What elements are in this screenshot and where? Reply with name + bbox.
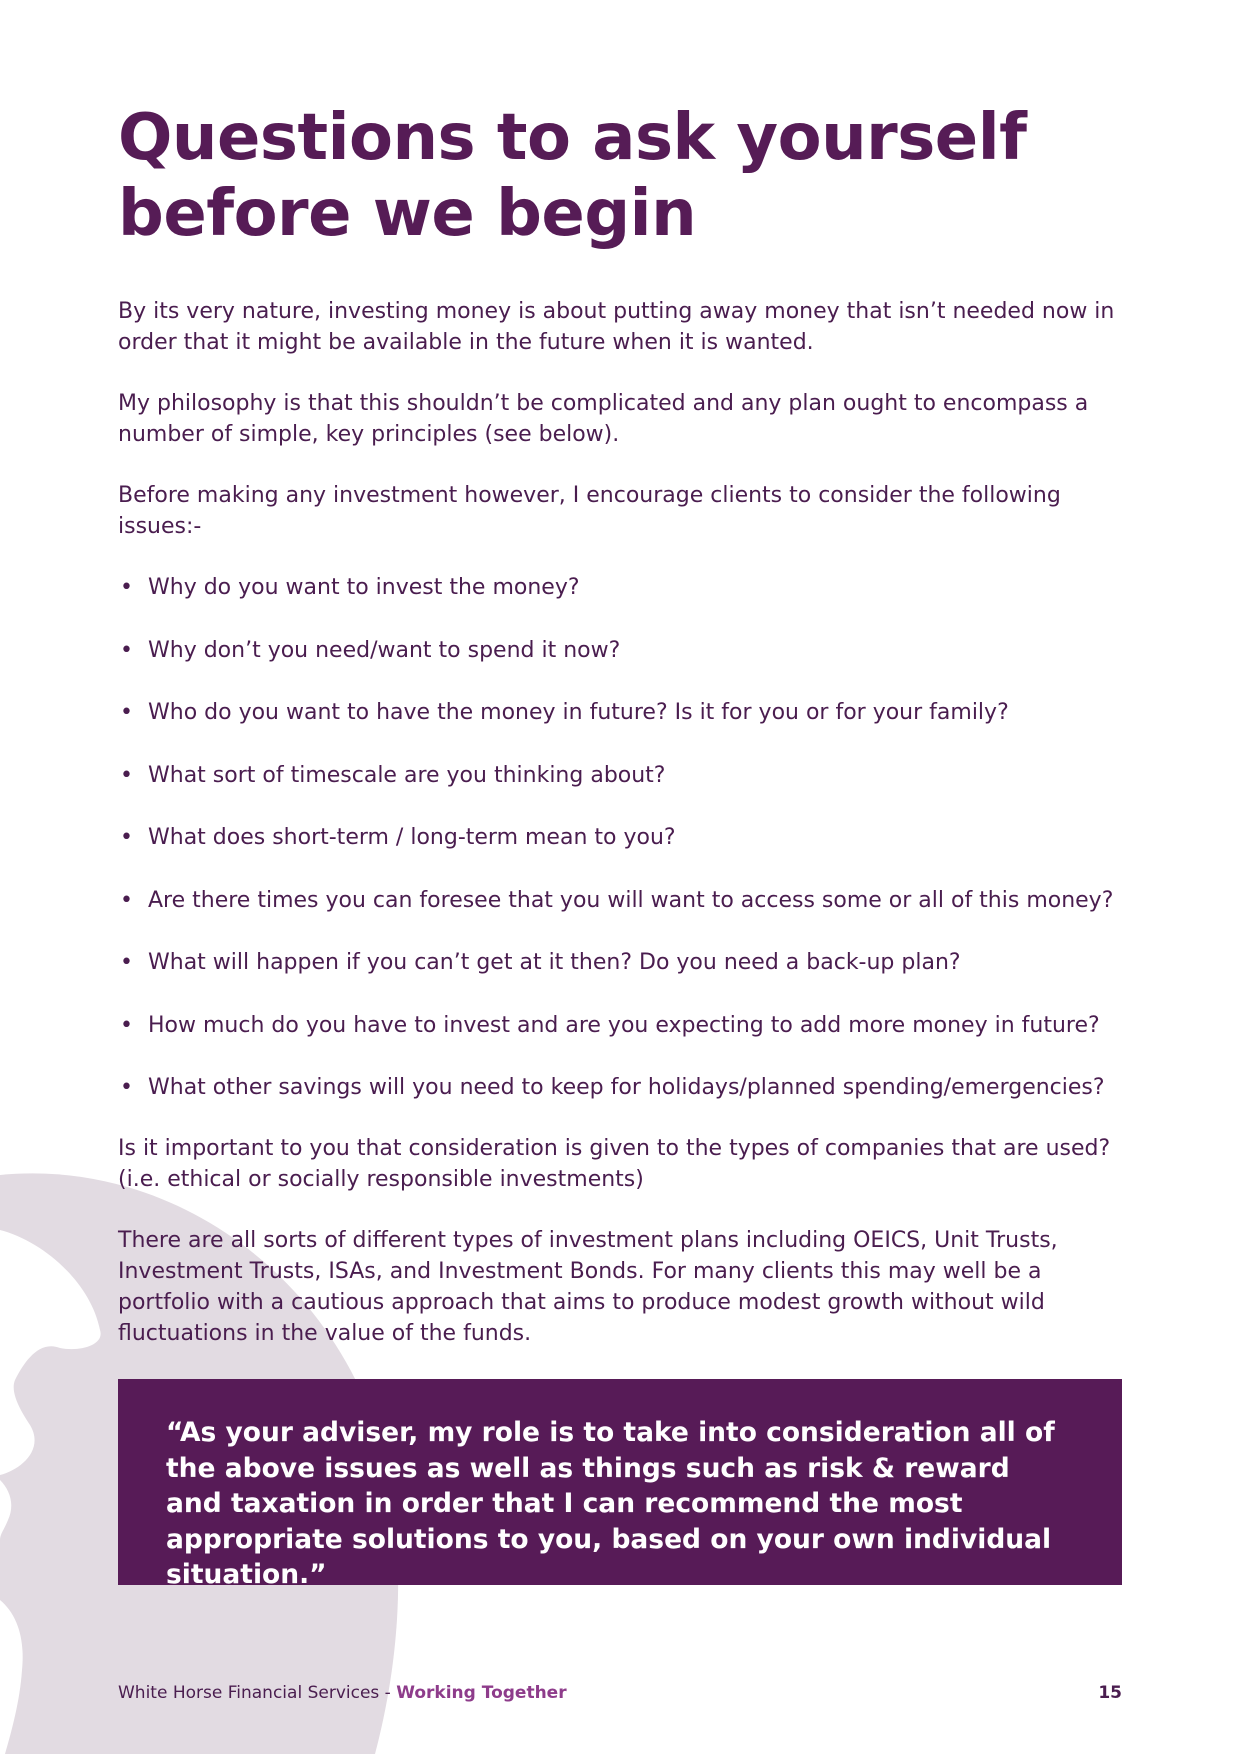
question-text: Why don’t you need/want to spend it now? bbox=[148, 637, 621, 663]
intro-paragraph-1: By its very nature, investing money is about putting away money that isn’t needed now in order that it might be available in the future when it is wanted. bbox=[118, 299, 1115, 355]
question-text: Are there times you can foresee that you will want to access some or all of this money? bbox=[148, 887, 1114, 913]
intro-paragraph-3: Before making any investment however, I encourage clients to consider the following issues:- bbox=[118, 483, 1061, 539]
list-item bbox=[118, 885, 1128, 916]
list-item bbox=[118, 697, 1128, 728]
bullet-icon: • bbox=[120, 1075, 133, 1100]
list-item bbox=[118, 1072, 1128, 1103]
bullet-icon: • bbox=[120, 575, 133, 600]
page-title-line1: Questions to ask yourself bbox=[118, 101, 1027, 175]
list-item bbox=[118, 947, 1128, 978]
list-item bbox=[118, 760, 1128, 791]
bullet-icon: • bbox=[120, 762, 133, 788]
list-item bbox=[118, 635, 1128, 666]
closing-paragraph-2: There are all sorts of different types of investment plans including OEICS, Unit Trusts, Investment Trusts, ISAs, and Investment Bonds. For many clients this may well be a portfolio with a cautious approach that aims to produce modest growth without wild fluctuations in the value of the funds. bbox=[118, 1228, 1058, 1346]
footer-tagline: Working Together bbox=[396, 1683, 567, 1703]
bullet-icon: • bbox=[120, 825, 133, 850]
adviser-quote: “As your adviser, my role is to take into consideration all of the above issues as well as things such as risk & reward and taxation in order that I can recommend the most appropriate solutions to you, based on your own individual situation.” bbox=[166, 1417, 1055, 1590]
question-text: What will happen if you can’t get at it then? Do you need a back-up plan? bbox=[148, 950, 961, 975]
question-text: How much do you have to invest and are you expecting to add more money in future? bbox=[148, 1012, 1100, 1038]
list-item bbox=[118, 822, 1128, 853]
question-text: What sort of timescale are you thinking about? bbox=[148, 762, 666, 788]
questions-list bbox=[118, 572, 1128, 1103]
bullet-icon: • bbox=[120, 1012, 133, 1038]
question-text: What other savings will you need to keep for holidays/planned spending/emergencies? bbox=[148, 1075, 1105, 1100]
page-footer bbox=[118, 1682, 1122, 1704]
adviser-quote-box bbox=[118, 1379, 1122, 1590]
main-content bbox=[118, 100, 1128, 1590]
bullet-icon: • bbox=[120, 700, 133, 725]
footer-company: White Horse Financial Services - bbox=[118, 1683, 397, 1703]
bullet-icon: • bbox=[120, 887, 133, 913]
intro-paragraph-2: My philosophy is that this shouldn’t be complicated and any plan ought to encompass a number of simple, key principles (see below). bbox=[118, 391, 1089, 447]
page-number: 15 bbox=[1098, 1683, 1122, 1703]
question-text: What does short-term / long-term mean to you? bbox=[148, 825, 676, 850]
page-title bbox=[118, 100, 1128, 252]
bullet-icon: • bbox=[120, 950, 133, 975]
closing-paragraph-1: Is it important to you that consideration is given to the types of companies that are used? (i.e. ethical or socially responsible investments) bbox=[118, 1136, 1111, 1192]
question-text: Why do you want to invest the money? bbox=[148, 575, 580, 600]
bullet-icon: • bbox=[120, 637, 133, 663]
page-title-line2: before we begin bbox=[118, 177, 697, 251]
list-item bbox=[118, 572, 1128, 603]
question-text: Who do you want to have the money in future? Is it for you or for your family? bbox=[148, 700, 1009, 725]
list-item bbox=[118, 1010, 1128, 1041]
